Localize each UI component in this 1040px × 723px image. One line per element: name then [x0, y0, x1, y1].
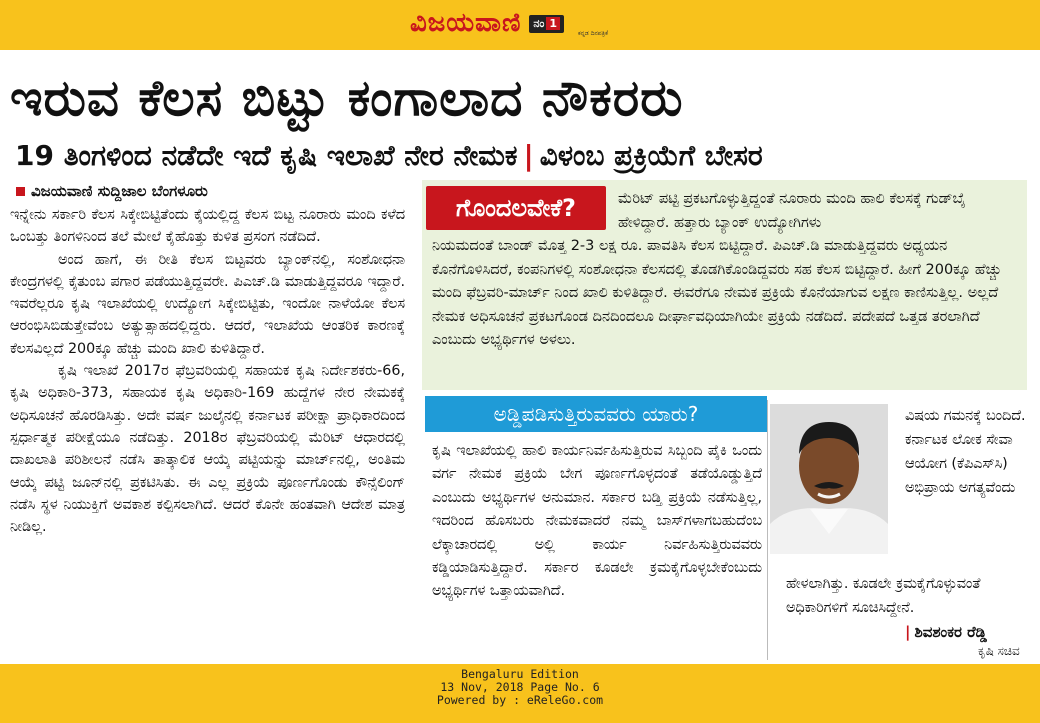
signature-name: ಶಿವಶಂಕರ ರೆಡ್ಡಿ	[914, 623, 987, 641]
portrait-image	[770, 404, 888, 554]
quote-side-text: ವಿಷಯ ಗಮನಕ್ಕೆ ಬಂದಿದೆ. ಕರ್ನಾಟಕ ಲೋಕ ಸೇವಾ ಆಯೋಗ (ಕೆಪಿಎಸ್‌ಸಿ) ಅಭಿಪ್ರಾಯ ಅಗತ್ಯವೆಂದು	[905, 408, 1026, 496]
article-body	[10, 204, 405, 659]
signature-bar: |	[905, 623, 911, 641]
footer-edition: Bengaluru Edition	[461, 667, 579, 681]
byline	[16, 182, 208, 200]
sidebar-lead: ಮೆರಿಟ್ ಪಟ್ಟಿ ಪ್ರಕಟಗೊಳ್ಳುತ್ತಿದ್ದಂತೆ ನೂರಾರು ಮಂದಿ ಹಾಲಿ ಕೆಲಸಕ್ಕೆ ಗುಡ್‌ಬೈ ಹೇಳಿದ್ದಾರೆ. ಹತ್ತಾರು ಬ್ಯಾಂಕ್ ಉದ್ಯೋಗಿಗಳು	[618, 191, 966, 231]
byline-text: ವಿಜಯವಾಣಿ ಸುದ್ದಿಜಾಲ ಬೆಂಗಳೂರು	[31, 182, 208, 200]
paragraph: ಅಂದ ಹಾಗೆ, ಈ ರೀತಿ ಕೆಲಸ ಬಿಟ್ಟವರು ಬ್ಯಾಂಕ್‌ನಲ್ಲಿ, ಸಂಶೋಧನಾ ಕೇಂದ್ರಗಳಲ್ಲಿ ಕೈತುಂಬ ಪಗಾರ ಪಡೆಯುತ್ತಿದ್ದವರೇ. ಪಿಎಚ್.ಡಿ ಮಾಡುತ್ತಿದ್ದವರೂ ಇದ್ದಾರೆ. ಇವರೆಲ್ಲರೂ ಕೃಷಿ ಇಲಾಖೆಯಲ್ಲಿ ಉದ್ಯೋಗ ಸಿಕ್ಕೇಬಿಟ್ಟಿತು, ಇಂದೋ ನಾಳೆಯೋ ಕೆಲಸ ಆರಂಭಿಸಿಬಿಡುತ್ತೇವೆಂಬ ಅತ್ಯುತ್ಸಾಹದಲ್ಲಿದ್ದರು. ಆದರೆ, ಇಲಾಖೆಯ ಆಂತರಿಕ ಕಾರಣಕ್ಕೆ ಕೆಲಸವಿಲ್ಲದೆ 200ಕ್ಕೂ ಹೆಚ್ಚು ಮಂದಿ ಖಾಲಿ ಕುಳಿತಿದ್ದಾರೆ.	[10, 251, 405, 357]
sidebar-who-obstructs-text: ಕೃಷಿ ಇಲಾಖೆಯಲ್ಲಿ ಹಾಲಿ ಕಾರ್ಯನಿರ್ವಹಿಸುತ್ತಿರುವ ಸಿಬ್ಬಂದಿ ಪೈಕಿ ಒಂದು ವರ್ಗ ನೇಮಕ ಪ್ರಕ್ರಿಯೆ ಬೇಗ ಪೂರ್ಣಗೊಳ್ಳದಂತೆ ತಡೆಯೊಡ್ಡುತ್ತಿದೆ ಎಂಬುದು ಅಭ್ಯರ್ಥಿಗಳ ಅನುಮಾನ. ಸರ್ಕಾರ ಬಡ್ತಿ ಪ್ರಕ್ರಿಯೆ ನಡೆಸುತ್ತಿಲ್ಲ, ಇದರಿಂದ ಹೊಸಬರು ನೇಮಕವಾದರೆ ನಮ್ಮ ಬಾಸ್‌ಗಳಾಗಬಹುದೆಂಬ ಲೆಕ್ಕಾಚಾರದಲ್ಲಿ ಅಲ್ಲಿ ಕಾರ್ಯ ನಿರ್ವಹಿಸುತ್ತಿರುವವರು ಕಡ್ಡಿಯಾಡಿಸುತ್ತಿದ್ದಾರೆ. ಸರ್ಕಾರ ಕೂಡಲೇ ಕ್ರಮಕೈಗೊಳ್ಳಬೇಕೆಂಬುದು ಅಭ್ಯರ್ಥಿಗಳ ಒತ್ತಾಯವಾಗಿದೆ.	[432, 443, 762, 600]
masthead-tagline: ಕನ್ನಡ ದಿನಪತ್ರಿಕೆ	[578, 30, 609, 37]
sidebar-heading-why-confusion: ಗೊಂದಲವೇಕೆ?	[426, 186, 606, 230]
sidebar-body: ನಿಯಮದಂತೆ ಬಾಂಡ್ ಮೊತ್ತ 2-3 ಲಕ್ಷ ರೂ. ಪಾವತಿಸಿ ಕೆಲಸ ಬಿಟ್ಟಿದ್ದಾರೆ. ಪಿಎಚ್.ಡಿ ಮಾಡುತ್ತಿದ್ದವರು ಅಧ್ಯಯನ ಕೊನೆಗೊಳಿಸಿದರೆ, ಕಂಪನಿಗಳಲ್ಲಿ ಸಂಶೋಧನಾ ಕೆಲಸದಲ್ಲಿ ತೊಡಗಿಕೊಂಡಿದ್ದವರು ಸಹ ಕೆಲಸ ಬಿಟ್ಟಿದ್ದಾರೆ. ಹೀಗೆ 200ಕ್ಕೂ ಹೆಚ್ಚು ಮಂದಿ ಫೆಬ್ರವರಿ-ಮಾರ್ಚ್ ನಿಂದ ಖಾಲಿ ಕುಳಿತಿದ್ದಾರೆ. ಈವರೆಗೂ ನೇಮಕ ಪ್ರಕ್ರಿಯೆ ಕೊನೆಯಾಗುವ ಲಕ್ಷಣ ಕಾಣಿಸುತ್ತಿಲ್ಲ. ಅಲ್ಲದೆ ನೇಮಕ ಅಧಿಸೂಚನೆ ಪ್ರಕಟಗೊಂಡ ದಿನದಿಂದಲೂ ದೀರ್ಘಾವಧಿಯಾಗಿಯೇ ಪ್ರಕ್ರಿಯೆ ನಡೆದಿದೆ. ಪದೇಪದೆ ಒತ್ತಡ ತರಲಾಗಿದೆ ಎಂಬುದು ಅಭ್ಯರ್ಥಿಗಳ ಅಳಲು.	[432, 238, 1002, 348]
masthead	[410, 8, 564, 39]
quote-signature	[905, 623, 987, 641]
subhead-right: ವಿಳಂಬ ಪ್ರಕ್ರಿಯೆಗೆ ಬೇಸರ	[539, 139, 763, 172]
paragraph: ಇನ್ನೇನು ಸರ್ಕಾರಿ ಕೆಲಸ ಸಿಕ್ಕೇಬಿಟ್ಟಿತೆಂದು ಕೈಯಲ್ಲಿದ್ದ ಕೆಲಸ ಬಿಟ್ಟ ನೂರಾರು ಮಂದಿ ಕಳೆದ ಒಂಬತ್ತು ತಿಂಗಳಿನಿಂದ ತಲೆ ಮೇಲೆ ಕೈಹೊತ್ತು ಕುಳಿತ ಪ್ರಸಂಗ ನಡೆದಿದೆ.	[10, 207, 405, 246]
paragraph: ಕೃಷಿ ಇಲಾಖೆ 2017ರ ಫೆಬ್ರವರಿಯಲ್ಲಿ ಸಹಾಯಕ ಕೃಷಿ ನಿರ್ದೇಶಕರು-66, ಕೃಷಿ ಅಧಿಕಾರಿ-373, ಸಹಾಯಕ ಕೃಷಿ ಅಧಿಕಾರಿ-169 ಹುದ್ದೆಗಳ ನೇರ ನೇಮಕಕ್ಕೆ ಅಧಿಸೂಚನೆ ಹೊರಡಿಸಿತ್ತು. ಅದೇ ವರ್ಷ ಜುಲೈನಲ್ಲಿ ಕರ್ನಾಟಕ ಪರೀಕ್ಷಾ ಪ್ರಾಧಿಕಾರದಿಂದ ಸ್ಪರ್ಧಾತ್ಮಕ ಪರೀಕ್ಷೆಯೂ ನಡೆದಿತ್ತು. 2018ರ ಫೆಬ್ರವರಿಯಲ್ಲಿ ಮೆರಿಟ್ ಆಧಾರದಲ್ಲಿ ದಾಖಲಾತಿ ಪರಿಶೀಲನೆ ನಡೆಸಿ ತಾತ್ಕಾಲಿಕ ಆಯ್ಕೆ ಪಟ್ಟಿಯನ್ನು ಮಾರ್ಚ್‌ನಲ್ಲಿ, ಅಂತಿಮ ಆಯ್ಕೆ ಪಟ್ಟಿ ಜೂನ್‌ನಲ್ಲಿ ಪ್ರಕಟಿಸಿತು. ಈ ಎಲ್ಲ ಪ್ರಕ್ರಿಯೆ ಪೂರ್ಣಗೊಂಡು ಕೌನ್ಸೆಲಿಂಗ್ ನಡೆಸಿ ಸ್ಥಳ ನಿಯುಕ್ತಿಗೆ ಅವಕಾಶ ಕಲ್ಪಿಸಲಾಗಿದೆ. ಆದರೆ ಕೊನೇ ಹಂತವಾಗಿ ಆದೇಶ ಮಾತ್ರ ನೀಡಿಲ್ಲ.	[10, 363, 405, 536]
minister-photo	[770, 404, 888, 554]
article-subhead	[15, 138, 1030, 174]
footer-date-page: 13 Nov, 2018 Page No. 6	[440, 680, 600, 694]
sidebar-heading-who-obstructs: ಅಡ್ಡಿಪಡಿಸುತ್ತಿರುವವರು ಯಾರು?	[425, 396, 767, 432]
column-divider	[767, 400, 768, 660]
number-one-badge: ನಂ 1	[529, 15, 564, 33]
bullet-square-icon	[16, 187, 25, 196]
footer-text	[0, 668, 1040, 707]
newspaper-logo: ವಿಜಯವಾಣಿ	[410, 8, 522, 38]
signature-role: ಕೃಷಿ ಸಚಿವ	[978, 644, 1020, 658]
subhead-left: 19 ತಿಂಗಳಿಂದ ನಡೆದೇ ಇದೆ ಕೃಷಿ ಇಲಾಖೆ ನೇರ ನೇಮಕ	[15, 139, 518, 172]
subhead-separator: |	[523, 139, 534, 172]
footer-powered-by: Powered by : eReleGo.com	[436, 693, 604, 707]
article-headline: ಇರುವ ಕೆಲಸ ಬಿಟ್ಟು ಕಂಗಾಲಾದ ನೌಕರರು	[10, 69, 684, 127]
quote-text: ಹೇಳಲಾಗಿತ್ತು. ಕೂಡಲೇ ಕ್ರಮಕೈಗೊಳ್ಳುವಂತೆ ಅಧಿಕಾರಿಗಳಿಗೆ ಸೂಚಿಸಿದ್ದೇನೆ.	[786, 576, 981, 616]
